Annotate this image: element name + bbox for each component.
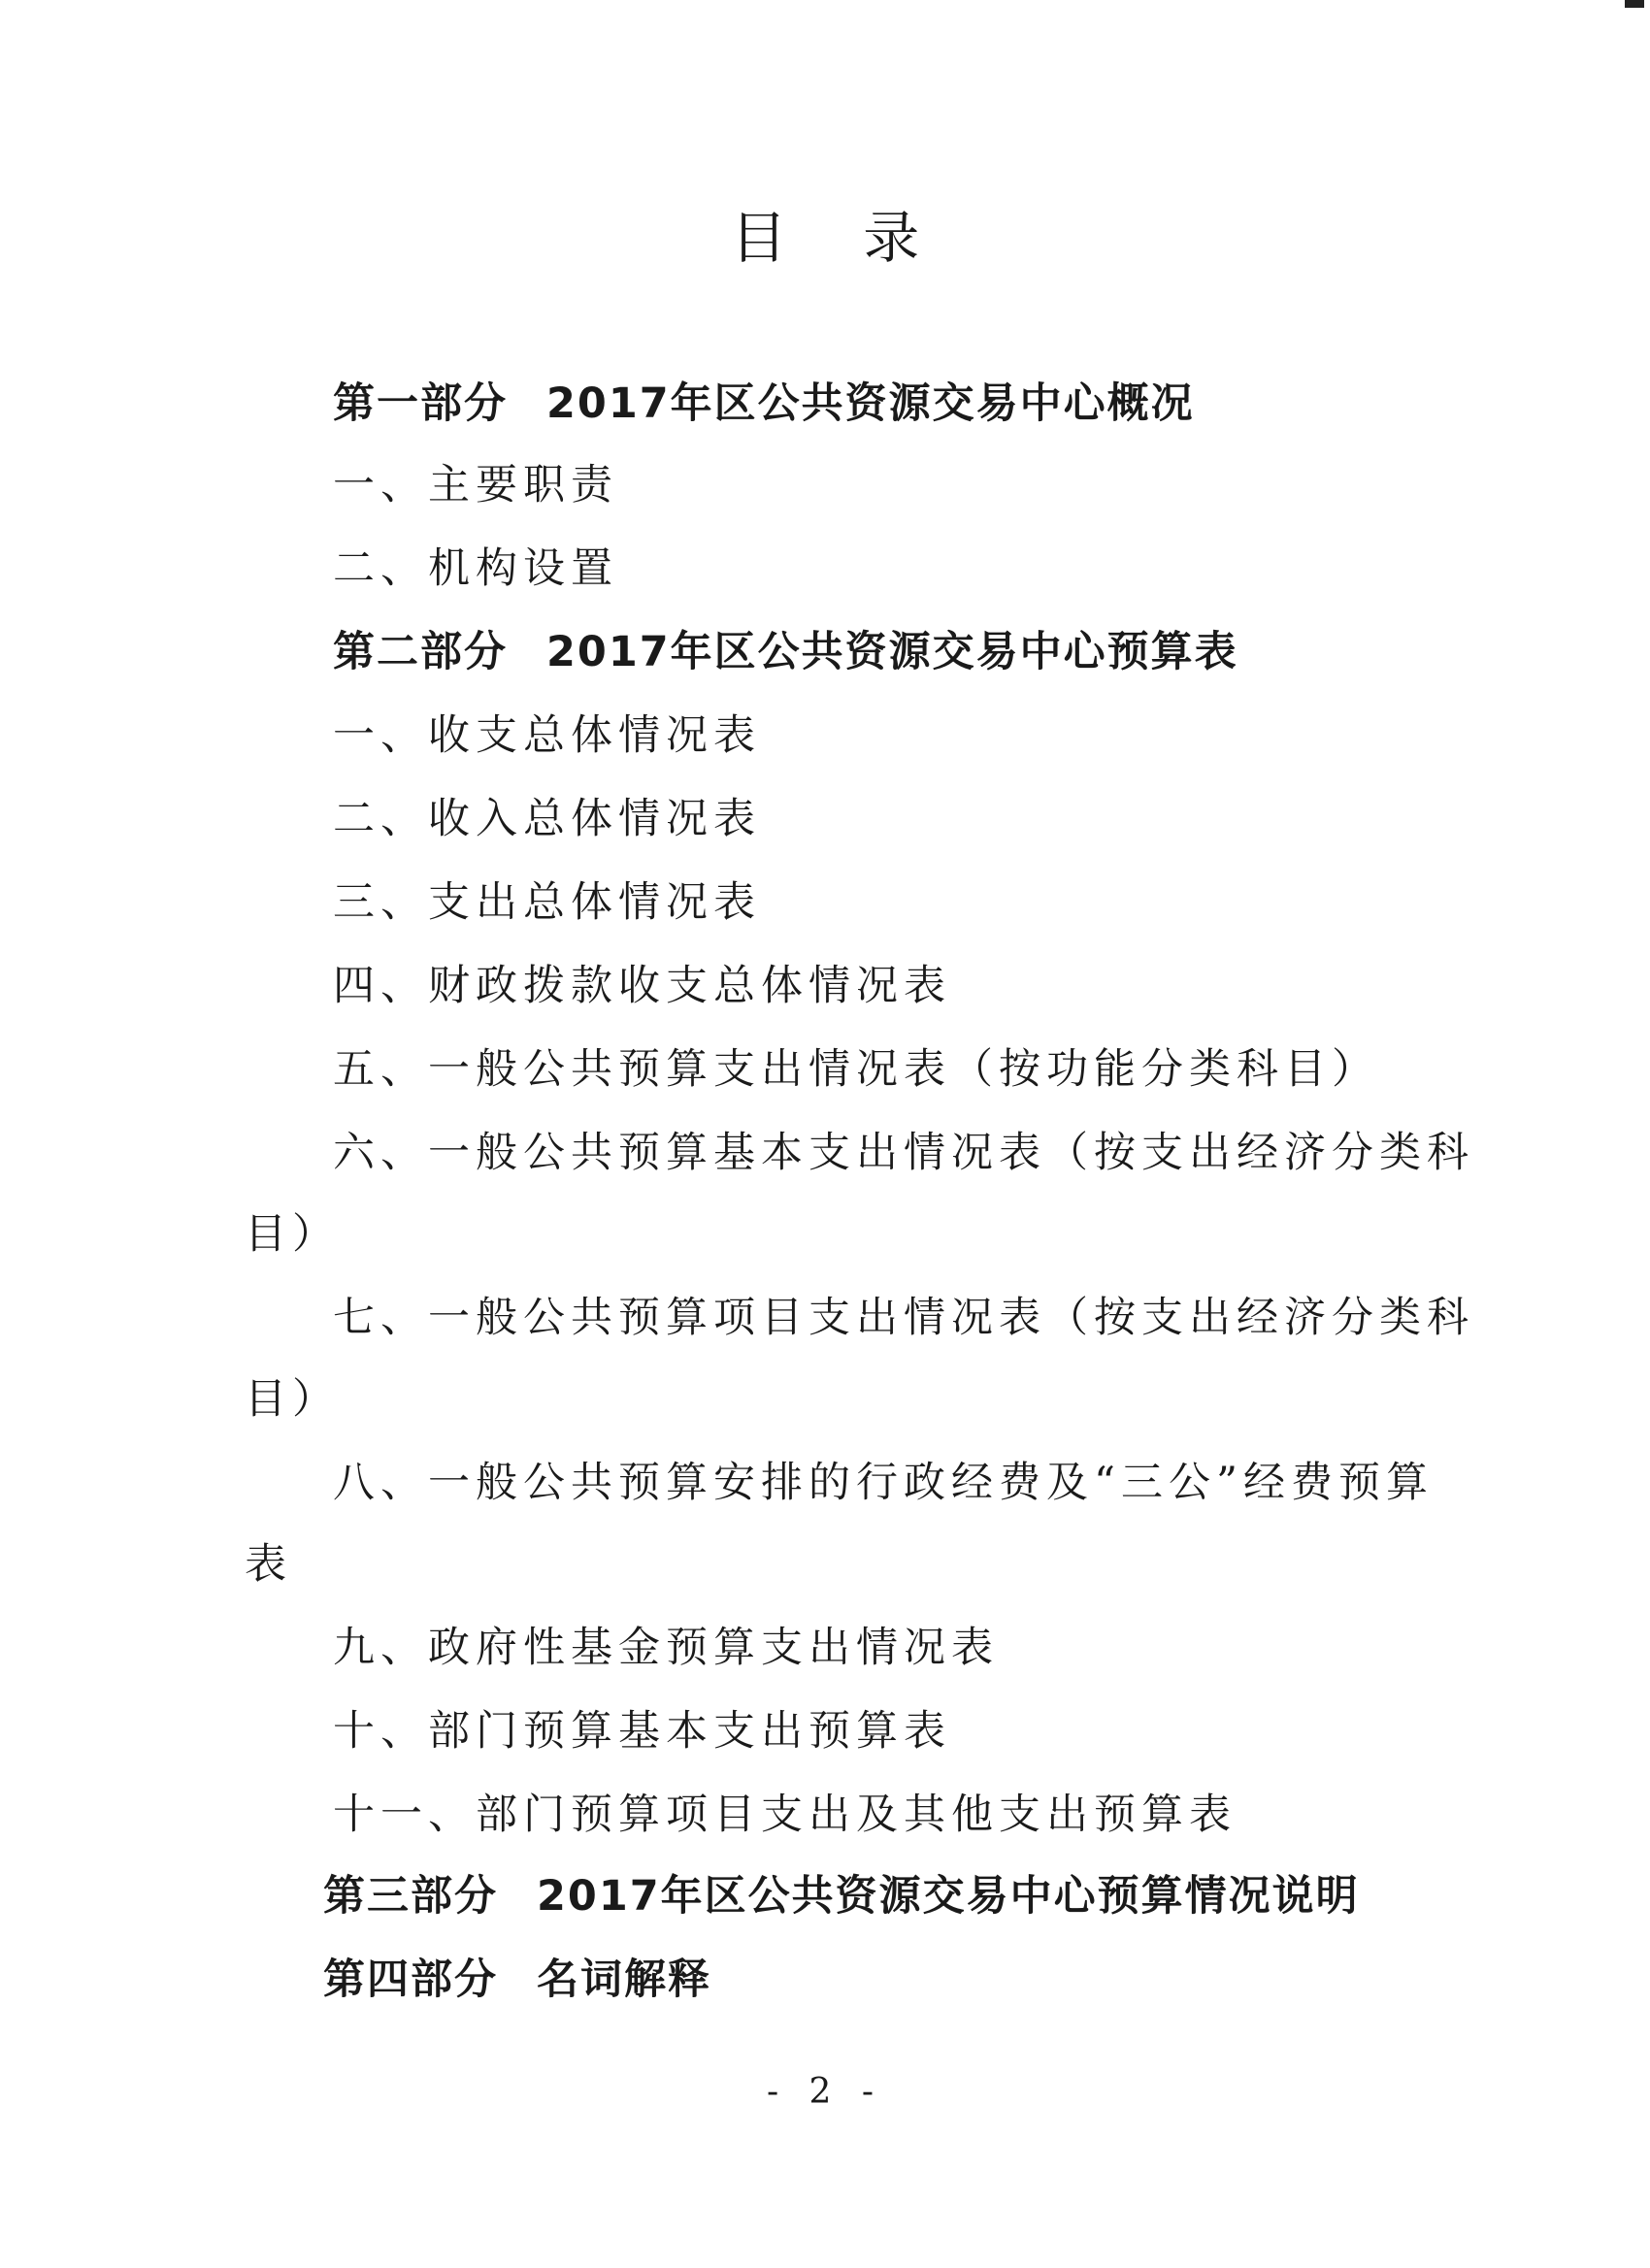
- toc-part-2-text: 2017年区公共资源交易中心预算表: [546, 628, 1238, 676]
- toc-part-2-label: 第二部分: [333, 628, 508, 676]
- toc-part-3: [323, 1867, 1360, 1925]
- toc-part-1-text: 2017年区公共资源交易中心概况: [546, 379, 1195, 428]
- toc-part-1-label: 第一部分: [333, 379, 508, 428]
- toc-item: 九、政府性基金预算支出情况表: [333, 1624, 999, 1672]
- toc-item: 三、支出总体情况表: [333, 878, 761, 927]
- toc-item: 二、机构设置: [333, 544, 618, 593]
- page-title: 目 录: [730, 205, 949, 271]
- toc-item-continuation: 目）: [245, 1375, 340, 1424]
- toc-item: 六、一般公共预算基本支出情况表（按支出经济分类科: [333, 1129, 1474, 1177]
- toc-part-3-text: 2017年区公共资源交易中心预算情况说明: [537, 1872, 1360, 1921]
- toc-part-2: [333, 623, 1238, 681]
- toc-item: 十、部门预算基本支出预算表: [333, 1707, 951, 1756]
- page-number: - 2 -: [766, 2072, 884, 2112]
- toc-part-4-text: 名词解释: [537, 1956, 711, 2004]
- toc-part-4: [323, 1951, 711, 2009]
- toc-item: 七、一般公共预算项目支出情况表（按支出经济分类科: [333, 1294, 1474, 1342]
- toc-item: 八、一般公共预算安排的行政经费及“三公”经费预算: [333, 1459, 1434, 1507]
- toc-item-continuation: 表: [245, 1540, 292, 1589]
- toc-item: 一、收支总体情况表: [333, 711, 761, 760]
- toc-part-3-label: 第三部分: [323, 1872, 498, 1921]
- toc-item-continuation: 目）: [245, 1210, 340, 1259]
- toc-item: 十一、部门预算项目支出及其他支出预算表: [333, 1791, 1237, 1839]
- scan-corner-mark: [1625, 0, 1644, 8]
- toc-item: 二、收入总体情况表: [333, 795, 761, 843]
- toc-part-1: [333, 375, 1195, 433]
- toc-part-4-label: 第四部分: [323, 1956, 498, 2004]
- toc-item: 四、财政拨款收支总体情况表: [333, 962, 951, 1010]
- toc-item: 一、主要职责: [333, 461, 618, 509]
- toc-item: 五、一般公共预算支出情况表（按功能分类科目）: [333, 1045, 1379, 1094]
